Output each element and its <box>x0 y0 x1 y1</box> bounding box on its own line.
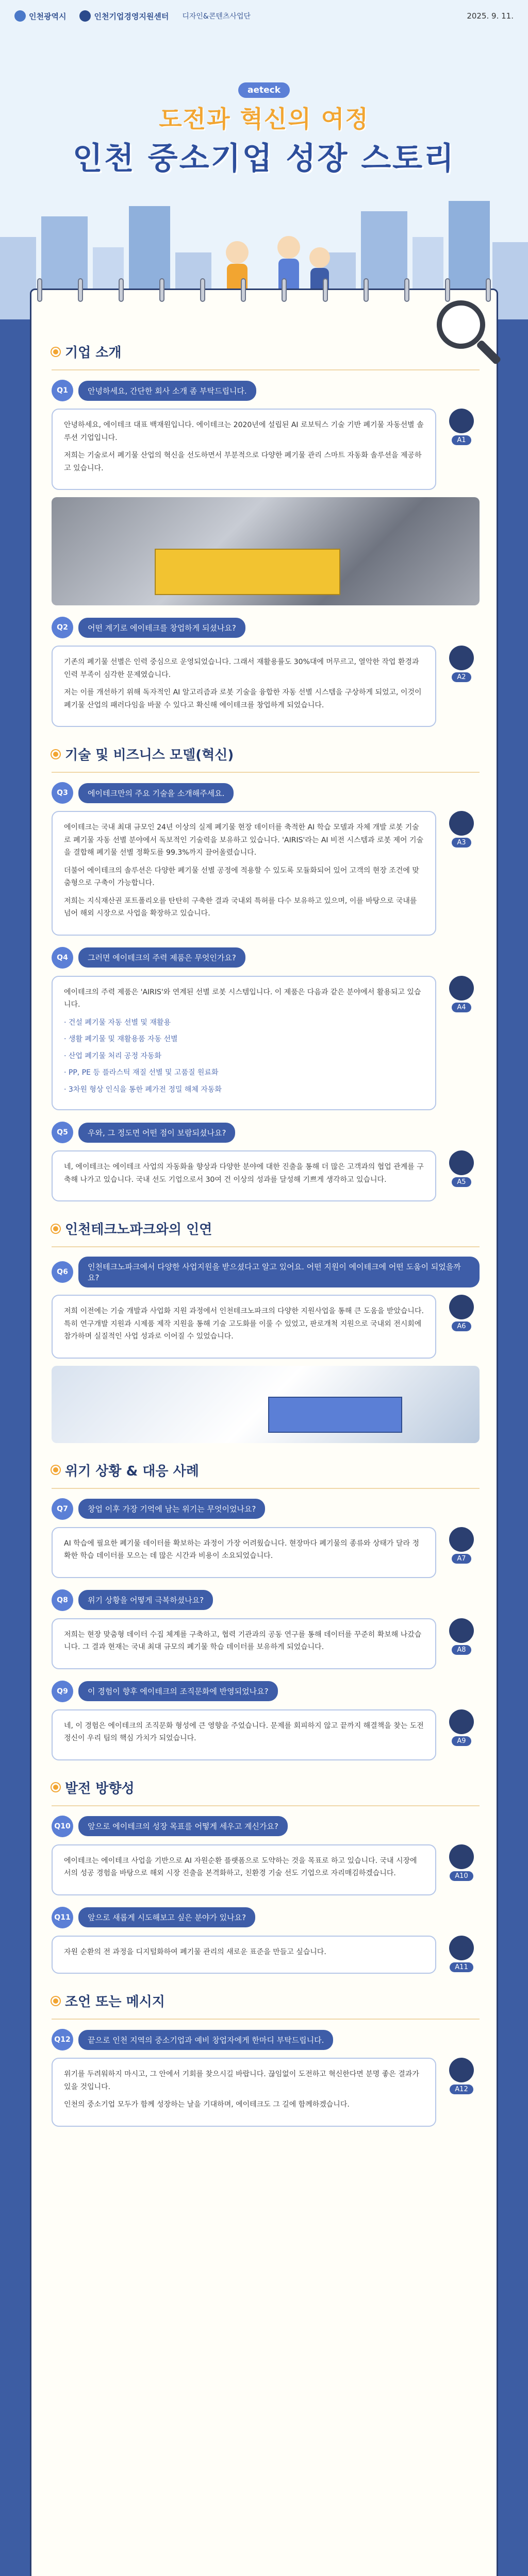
answer-number-badge: A6 <box>452 1321 471 1331</box>
answer-paragraph: 저희는 지식재산권 포트폴리오를 탄탄히 구축한 결과 국내외 특허를 다수 보유하고 있으며, 이를 바탕으로 국내를 넘어 해외 시장으로 사업을 확장하고 있습니다. <box>64 896 417 918</box>
qa-block <box>52 2029 480 2127</box>
question-text: 그러면 에이테크의 주력 제품은 무엇인가요? <box>78 947 245 968</box>
qa-block <box>52 1907 480 1974</box>
interviewee-avatar <box>443 409 480 445</box>
binder-ring-icon <box>159 278 164 302</box>
binder-ring-icon <box>37 278 42 302</box>
list-item: · 생활 폐기물 및 재활용품 자동 선별 <box>64 1035 178 1043</box>
title-line2: 인천 중소기업 성장 스토리 <box>72 141 456 177</box>
list-item: · 산업 폐기물 처리 공정 자동화 <box>64 1052 161 1060</box>
section-title-text: 기술 및 비즈니스 모델(혁신) <box>65 748 234 763</box>
question-text: 에이테크만의 주요 기술을 소개해주세요. <box>78 783 234 803</box>
question-number-badge: Q9 <box>52 1681 73 1702</box>
question-row <box>52 617 480 638</box>
issue-date: 2025. 9. 11. <box>467 11 514 21</box>
avatar-icon <box>449 2058 474 2082</box>
binder-ring-icon <box>404 278 409 302</box>
section-title-text: 위기 상황 & 대응 사례 <box>65 1463 199 1479</box>
qa-block <box>52 1257 480 1443</box>
pin-icon <box>52 1466 60 1474</box>
logo-right-text: 디자인&콘텐츠사업단 <box>182 12 251 21</box>
question-text: 이 경험이 향후 에이테크의 조직문화에 반영되었나요? <box>78 1681 278 1701</box>
section-divider <box>52 2019 480 2020</box>
section-title <box>52 744 480 764</box>
interviewee-avatar <box>443 2058 480 2094</box>
center-emblem-icon <box>79 10 91 22</box>
interviewee-avatar <box>443 1618 480 1655</box>
answer-row <box>52 1844 480 1895</box>
question-row <box>52 2029 480 2050</box>
logo-center <box>79 10 169 22</box>
answer-paragraph: AI 학습에 필요한 폐기물 데이터를 확보하는 과정이 가장 어려웠습니다. 현장마다 폐기물의 종류와 상태가 달라 정확한 학습 데이터를 모으는 데 많은 시간과 비용이 소요되었습니다. <box>64 1539 420 1560</box>
logo-mid-text: 인천기업경영지원센터 <box>94 11 169 21</box>
answer-number-badge: A2 <box>452 672 471 682</box>
question-row <box>52 1907 480 1928</box>
answer-paragraph: 인천의 중소기업 모두가 함께 성장하는 날을 기대하며, 에이테크도 그 길에 함께하겠습니다. <box>64 2100 350 2109</box>
question-row <box>52 1816 480 1837</box>
answer-row <box>52 1936 480 1974</box>
answer-number-badge: A11 <box>450 1962 473 1972</box>
answer-box <box>52 1527 436 1578</box>
binder-rings <box>37 278 491 302</box>
question-text: 앞으로 새롭게 시도해보고 싶은 분야가 있나요? <box>78 1907 255 1927</box>
question-text: 위기 상황을 어떻게 극복하셨나요? <box>78 1590 213 1610</box>
question-row <box>52 782 480 804</box>
question-text: 우와, 그 정도면 어떤 점이 보람되셨나요? <box>78 1123 235 1143</box>
avatar-icon <box>449 976 474 1001</box>
answer-paragraph: 더불어 에이테크의 솔루션은 다양한 폐기물 선별 공정에 적용할 수 있도록 모듈화되어 있어 고객의 현장 조건에 맞춤형으로 구축이 가능합니다. <box>64 866 419 887</box>
interviewee-avatar <box>443 1150 480 1187</box>
question-number-badge: Q7 <box>52 1498 73 1520</box>
question-text: 창업 이후 가장 기억에 남는 위기는 무엇이었나요? <box>78 1499 265 1519</box>
section-title <box>52 1778 480 1797</box>
question-row <box>52 1681 480 1702</box>
binder-ring-icon <box>323 278 328 302</box>
answer-paragraph: 저희 이전에는 기술 개발과 사업화 지원 과정에서 인천테크노파크의 다양한 지원사업을 통해 큰 도움을 받았습니다. 특히 연구개발 지원과 시제품 제작 지원을 통해 기술 고도화를 이룰 수 있었고, 판로개척 지원으로 국내외 전시회에 참가하며 실질적인 사업 성과로 이어질 수 있었습니다. <box>64 1307 424 1341</box>
logo-left-text: 인천광역시 <box>29 11 67 21</box>
section-title-text: 조언 또는 메시지 <box>65 1994 165 2010</box>
question-row <box>52 1498 480 1520</box>
sorting-machine-shape <box>155 549 340 595</box>
qa-block <box>52 1122 480 1201</box>
answer-paragraph: 에이테크는 국내 최대 규모인 24년 이상의 실제 폐기물 현장 데이터를 축적한 AI 학습 모델과 자체 개발 로봇 기술로 폐기물 자동 선별 분야에서 독보적인 기술력을 보유하고 있습니다. 'AIRIS'라는 AI 비전 시스템과 로봇 제어 기술을 결합해 폐기물 선별 정확도를 99.3%까지 끌어올렸습니다. <box>64 823 424 857</box>
pin-icon <box>52 1783 60 1791</box>
answer-number-badge: A4 <box>452 1003 471 1012</box>
company-badge: aeteck <box>238 82 290 98</box>
answer-row <box>52 646 480 727</box>
interviewee-avatar <box>443 811 480 848</box>
answer-box <box>52 1618 436 1669</box>
avatar-icon <box>449 1527 474 1552</box>
question-number-badge: Q12 <box>52 2029 73 2050</box>
answer-row <box>52 976 480 1111</box>
city-emblem-icon <box>14 10 26 22</box>
answer-number-badge: A12 <box>450 2084 473 2094</box>
answer-paragraph: 자원 순환의 전 과정을 디지털화하여 폐기물 관리의 새로운 표준을 만들고 싶습니다. <box>64 1947 326 1956</box>
avatar-icon <box>449 1618 474 1643</box>
answer-box <box>52 1844 436 1895</box>
interviewee-avatar <box>443 1295 480 1331</box>
answer-row <box>52 1709 480 1760</box>
section-title <box>52 342 480 361</box>
qa-block <box>52 782 480 936</box>
pin-icon <box>52 1997 60 2005</box>
product-list <box>64 1016 424 1096</box>
interviewee-avatar <box>443 1936 480 1972</box>
question-number-badge: Q11 <box>52 1907 73 1928</box>
answer-paragraph: 에이테크의 주력 제품은 'AIRIS'와 연계된 선별 로봇 시스템입니다. 이 제품은 다음과 같은 분야에서 활용되고 있습니다. <box>64 988 421 1009</box>
answer-paragraph: 안녕하세요, 에이테크 대표 백재원입니다. 에이테크는 2020년에 설립된 AI 로보틱스 기술 기반 폐기물 자동선별 솔루션 기업입니다. <box>64 421 424 442</box>
question-row <box>52 1589 480 1611</box>
answer-box <box>52 1709 436 1760</box>
question-number-badge: Q6 <box>52 1261 73 1283</box>
answer-number-badge: A1 <box>452 435 471 445</box>
list-item: · 건설 폐기물 자동 선별 및 재활용 <box>64 1018 171 1027</box>
question-row <box>52 380 480 401</box>
equipment-shape <box>268 1397 402 1433</box>
answer-paragraph: 네, 이 경험은 에이테크의 조직문화 형성에 큰 영향을 주었습니다. 문제를 회피하지 않고 끝까지 해결책을 찾는 도전 정신이 우리 팀의 핵심 가치가 되었습니다. <box>64 1721 424 1742</box>
answer-box <box>52 1150 436 1201</box>
binder-ring-icon <box>119 278 124 302</box>
top-bar <box>0 0 528 32</box>
answer-paragraph: 네, 에이테크는 에이테크 사업의 자동화율 향상과 다양한 분야에 대한 진출을 통해 더 많은 고객과의 협업 관계를 구축해 나가고 있습니다. 국내 선도 기업으로서 30여 건 이상의 성과를 달성해 기쁘게 생각하고 있습니다. <box>64 1163 424 1184</box>
answer-paragraph: 기존의 폐기물 선별은 인력 중심으로 운영되었습니다. 그래서 재활용률도 30%대에 머무르고, 열악한 작업 환경과 인력 부족이 심각한 문제였습니다. <box>64 658 419 679</box>
question-number-badge: Q3 <box>52 782 73 804</box>
avatar-icon <box>449 1150 474 1175</box>
question-row <box>52 1257 480 1287</box>
qa-block <box>52 947 480 1111</box>
answer-paragraph: 위기를 두려워하지 마시고, 그 안에서 기회를 찾으시길 바랍니다. 끊임없이 도전하고 혁신한다면 분명 좋은 결과가 있을 것입니다. <box>64 2070 419 2091</box>
pin-icon <box>52 750 60 758</box>
answer-number-badge: A5 <box>452 1177 471 1187</box>
qa-block <box>52 380 480 605</box>
section-title-text: 인천테크노파크와의 인연 <box>65 1222 212 1238</box>
answer-box <box>52 976 436 1111</box>
qa-block <box>52 1498 480 1578</box>
title-line1: 도전과 혁신의 여정 <box>159 105 369 133</box>
binder-ring-icon <box>282 278 287 302</box>
avatar-icon <box>449 646 474 670</box>
answer-row <box>52 1618 480 1669</box>
answer-row <box>52 1527 480 1578</box>
answer-box <box>52 811 436 936</box>
interviewee-avatar <box>443 976 480 1012</box>
answer-row <box>52 409 480 490</box>
answer-box <box>52 2058 436 2127</box>
binder-ring-icon <box>200 278 205 302</box>
answer-paragraph: 저는 이를 개선하기 위해 독자적인 AI 알고리즘과 로봇 기술을 융합한 자동 선별 시스템을 구상하게 되었고, 이것이 폐기물 산업의 패러다임을 바꿀 수 있다고 확신해 에이테크를 창업하게 되었습니다. <box>64 688 422 709</box>
question-number-badge: Q1 <box>52 380 73 401</box>
question-text: 인천테크노파크에서 다양한 사업지원을 받으셨다고 알고 있어요. 어떤 지원이 에이테크에 어떤 도움이 되었을까요? <box>78 1257 480 1287</box>
section-title-text: 기업 소개 <box>65 345 122 361</box>
qa-block <box>52 1589 480 1669</box>
section-title <box>52 1461 480 1480</box>
section-divider <box>52 772 480 773</box>
section-title <box>52 1219 480 1238</box>
avatar-icon <box>449 1709 474 1734</box>
question-text: 안녕하세요, 간단한 회사 소개 좀 부탁드립니다. <box>78 381 256 401</box>
question-text: 앞으로 에이테크의 성장 목표를 어떻게 세우고 계신가요? <box>78 1816 288 1836</box>
question-number-badge: Q10 <box>52 1816 73 1837</box>
answer-box <box>52 646 436 727</box>
question-text: 어떤 계기로 에이테크를 창업하게 되셨나요? <box>78 618 245 638</box>
qa-block <box>52 1681 480 1760</box>
avatar-icon <box>449 1936 474 1960</box>
answer-box <box>52 1295 436 1359</box>
section-divider <box>52 369 480 370</box>
answer-paragraph: 저희는 현장 맞춤형 데이터 수집 체계를 구축하고, 협력 기관과의 공동 연구를 통해 데이터를 꾸준히 확보해 나갔습니다. 그 결과 현재는 국내 최대 규모의 폐기물 학습 데이터를 보유하게 되었습니다. <box>64 1630 422 1651</box>
list-item: · PP, PE 등 플라스틱 재질 선별 및 고품질 원료화 <box>64 1069 219 1077</box>
question-row <box>52 947 480 969</box>
answer-paragraph: 에이테크는 에이테크 사업을 기반으로 AI 자원순환 플랫폼으로 도약하는 것을 목표로 하고 있습니다. 국내 시장에서의 성공 경험을 바탕으로 해외 시장 진출을 본격화하고, 친환경 기술 선도 기업으로 자리매김하겠습니다. <box>64 1856 417 1877</box>
section-divider <box>52 1488 480 1489</box>
interviewee-avatar <box>443 646 480 682</box>
question-row <box>52 1122 480 1143</box>
answer-number-badge: A7 <box>452 1554 471 1564</box>
answer-row <box>52 1150 480 1201</box>
qa-block <box>52 617 480 727</box>
answer-paragraph: 저희는 기술로서 폐기물 산업의 혁신을 선도하면서 부분적으로 다양한 폐기물 관리 스마트 자동화 솔루션을 제공하고 있습니다. <box>64 451 422 472</box>
question-number-badge: Q5 <box>52 1122 73 1143</box>
hero-header <box>0 0 528 319</box>
question-number-badge: Q4 <box>52 947 73 969</box>
pin-icon <box>52 1225 60 1233</box>
interviewee-avatar <box>443 1709 480 1746</box>
avatar-icon <box>449 1295 474 1319</box>
section-title-text: 발전 방향성 <box>65 1781 135 1797</box>
answer-row <box>52 811 480 936</box>
question-text: 끝으로 인천 지역의 중소기업과 예비 창업자에게 한마디 부탁드립니다. <box>78 2030 333 2050</box>
section-divider <box>52 1805 480 1806</box>
section-title <box>52 1991 480 2010</box>
answer-box <box>52 1936 436 1974</box>
question-number-badge: Q8 <box>52 1589 73 1611</box>
question-number-badge: Q2 <box>52 617 73 638</box>
avatar-icon <box>449 1844 474 1869</box>
answer-number-badge: A3 <box>452 838 471 848</box>
qa-block <box>52 1816 480 1895</box>
answer-number-badge: A8 <box>452 1645 471 1655</box>
interviewee-avatar <box>443 1527 480 1564</box>
section-divider <box>52 1246 480 1247</box>
binder-ring-icon <box>364 278 369 302</box>
answer-number-badge: A9 <box>452 1736 471 1746</box>
answer-row <box>52 2058 480 2127</box>
interviewee-avatar <box>443 1844 480 1881</box>
logo-incheon <box>14 10 66 22</box>
list-item: · 3차원 형상 인식을 통한 폐가전 정밀 해체 자동화 <box>64 1085 222 1094</box>
avatar-icon <box>449 811 474 836</box>
answer-row <box>52 1295 480 1359</box>
pin-icon <box>52 348 60 356</box>
answer-box <box>52 409 436 490</box>
factory-photo <box>52 497 480 605</box>
facility-photo <box>52 1366 480 1443</box>
interview-content <box>52 325 480 2138</box>
avatar-icon <box>449 409 474 433</box>
binder-ring-icon <box>78 278 83 302</box>
binder-ring-icon <box>241 278 246 302</box>
answer-number-badge: A10 <box>450 1871 473 1881</box>
